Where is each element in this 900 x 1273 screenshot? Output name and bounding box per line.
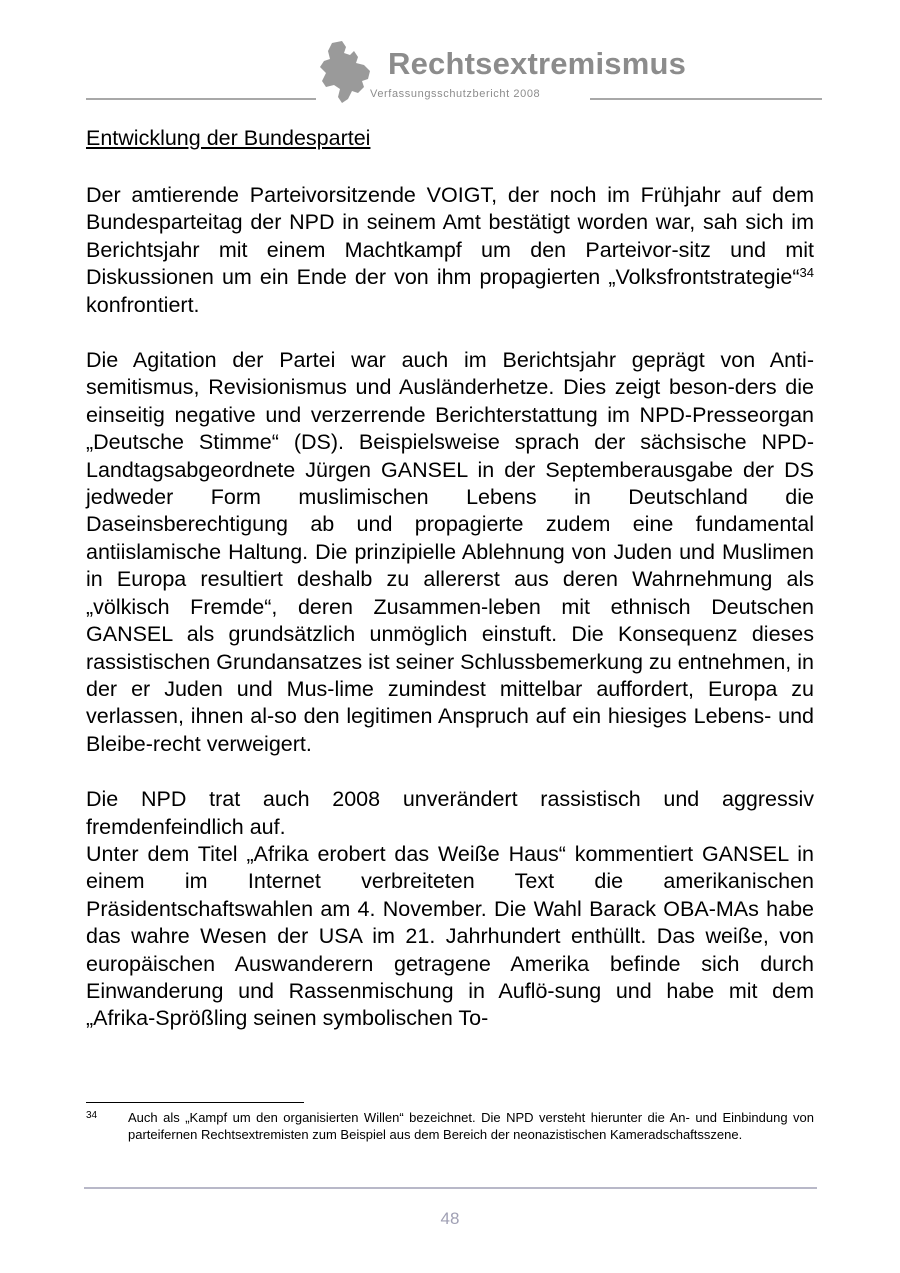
paragraph-1-text: Der amtierende Parteivorsitzende VOIGT, der noch im Frühjahr auf dem Bundesparteitag der NPD in seinem Amt bestätigt worden war, sah sich im Berichtsjahr mit einem Machtkampf um den Parteivor-sitz und mit Diskussionen um ein Ende der von ihm propagierten „Volksfrontstrategie“ <box>86 183 814 290</box>
paragraph-2: Die Agitation der Partei war auch im Berichtsjahr geprägt von Anti-semitismus, Revisionismus und Ausländerhetze. Dies zeigt beson-ders die einseitig negative und verzerrende Berichterstattung im NPD-Presseorgan „Deutsche Stimme“ (DS). Beispielsweise sprach der sächsische NPD-Landtagsabgeordnete Jürgen GANSEL in der Septemberausgabe der DS jedweder Form muslimischen Lebens in Deutschland die Daseinsberechtigung ab und propagierte zudem eine fundamental antiislamische Haltung. Die prinzipielle Ablehnung von Juden und Muslimen in Europa resultiert deshalb zu allererst aus deren Wahrnehmung als „völkisch Fremde“, deren Zusammen-leben mit ethnisch Deutschen GANSEL als grundsätzlich unmöglich einstuft. Die Konsequenz dieses rassistischen Grundansatzes ist seiner Schlussbemerkung zu entnehmen, in der er Juden und Mus-lime zumindest mittelbar auffordert, Europa zu verlassen, ihnen al-so den legitimen Anspruch auf ein hiesiges Lebens- und Bleibe-recht verweigert. <box>86 348 814 756</box>
saxony-anhalt-map-icon <box>318 41 374 103</box>
paragraph-1 <box>86 182 814 319</box>
paragraph-3: Die NPD trat auch 2008 unverändert rassistisch und aggressiv fremdenfeindlich auf. <box>86 787 814 839</box>
header-rule-right <box>590 98 822 100</box>
paragraph-4: Unter dem Titel „Afrika erobert das Weiße Haus“ kommentiert GANSEL in einem im Internet verbreiteten Text die amerikanischen Präsidentschaftswahlen am 4. November. Die Wahl Barack OBA-MAs habe das wahre Wesen der USA im 21. Jahrhundert enthüllt. Das weiße, von europäischen Auswanderern getragene Amerika befinde sich durch Einwanderung und Rassenmischung in Auflö-sung und habe mit dem „Afrika-Sprößling seinen symbolischen To- <box>86 841 814 1031</box>
header-title: Rechtsextremismus <box>388 46 687 81</box>
footer-rule <box>84 1187 817 1189</box>
page-header <box>0 0 900 115</box>
header-rule-left <box>86 98 316 100</box>
footnote-reference[interactable]: 34 <box>799 265 814 281</box>
footnote-separator <box>86 1102 304 1103</box>
main-content <box>86 124 814 1033</box>
page-number: 48 <box>440 1209 460 1228</box>
footnote-number: 34 <box>86 1110 98 1121</box>
section-heading: Entwicklung der Bundespartei <box>86 126 371 150</box>
paragraph-1-tail: konfrontiert. <box>86 292 200 317</box>
footnote-text: Auch als „Kampf um den organisierten Willen“ bezeichnet. Die NPD versteht hierunter die An- und Einbindung von parteifernen Rechtsextremisten zum Beispiel aus dem Bereich der neonazistischen Kameradschaftsszene. <box>128 1110 814 1142</box>
header-subtitle: Verfassungsschutzbericht 2008 <box>370 88 541 100</box>
footnote <box>86 1110 814 1143</box>
